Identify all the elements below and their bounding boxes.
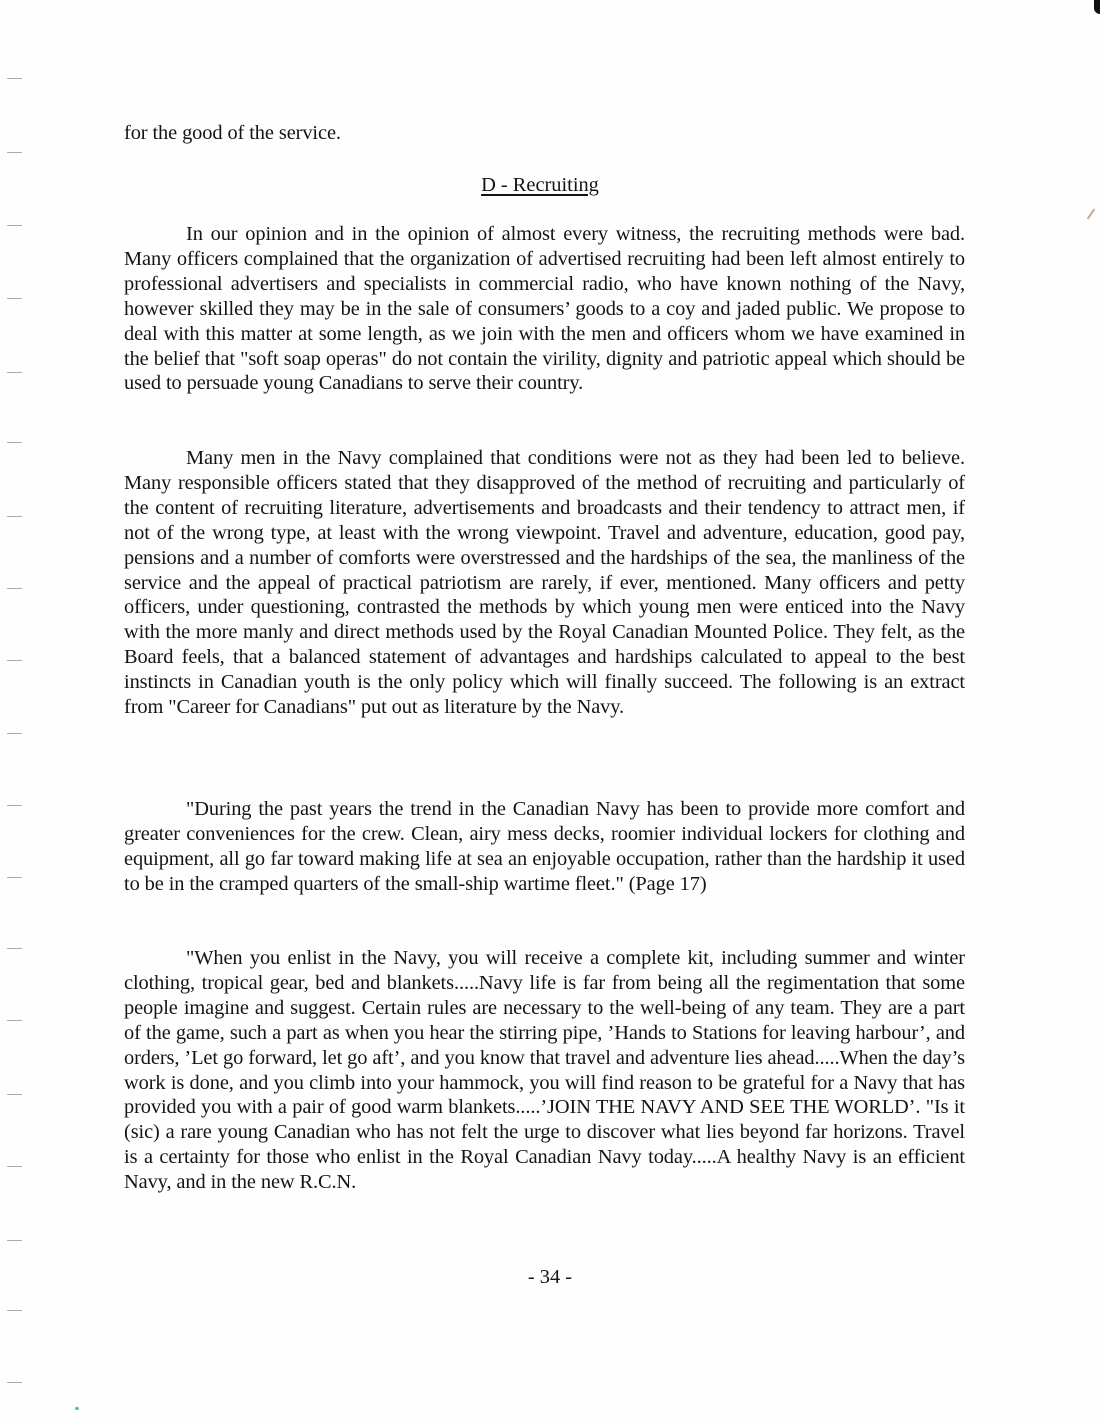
binder-mark [7, 298, 22, 299]
binder-mark [7, 225, 22, 226]
paragraph-text: In our opinion and in the opinion of almost every witness, the recruiting methods were bad. Many officers complained that the organization of advertised recruiting had been left almost entirely to professional advertisers and specialists in commercial radio, who have known nothing of the Navy, however skilled they may be in the sale of consumers’ goods to a coy and jaded public. We propose to deal with this matter at some length, as we join with the men and officers whom we have examined in the belief that "soft soap operas" do not contain the virility, dignity and patriotic appeal which should be used to persuade young Canadians to serve their country. [124, 223, 965, 395]
binder-mark [7, 152, 22, 153]
binder-mark [7, 660, 22, 661]
binder-mark [7, 1240, 22, 1241]
paragraph-text: "During the past years the trend in the Canadian Navy has been to provide more comfort and greater conveniences for the crew. Clean, airy mess decks, roomier individual lockers for clothing and equipment, all go far toward making life at sea an enjoyable occupation, rather than the hardship it used to be in the cramped quarters of the small-ship wartime fleet." (Page 17) [124, 798, 965, 895]
paragraph-1 [124, 222, 965, 396]
binder-mark [7, 805, 22, 806]
scan-speck [75, 1407, 79, 1410]
binder-mark [7, 516, 22, 517]
binder-mark [7, 1166, 22, 1167]
continuation-text-block [124, 121, 965, 146]
section-heading-text: D - Recruiting [481, 174, 599, 196]
binder-mark [7, 442, 22, 443]
stray-pen-mark [1087, 209, 1096, 220]
section-heading [0, 172, 1100, 198]
binder-mark [7, 588, 22, 589]
binder-mark [7, 78, 22, 79]
binder-mark [7, 1382, 22, 1383]
paragraph-text: "When you enlist in the Navy, you will receive a complete kit, including summer and winter clothing, tropical gear, bed and blankets.....Navy life is far from being all the regimentation that some people imagine and suggest. Certain rules are necessary to the well-being of any team. They are a part of the game, such a part as when you hear the stirring pipe, ’Hands to Stations for leaving harbour’, and orders, ’Let go forward, let go aft’, and you know that travel and adventure lies ahead.....When the day’s work is done, and you climb into your hammock, you will find reason to be grateful for a Navy that has provided you with a pair of good warm blankets.....’JOIN THE NAVY AND SEE THE WORLD’. "Is it (sic) a rare young Canadian who has not felt the urge to discover what lies beyond far horizons. Travel is a certainty for those who enlist in the Royal Canadian Navy today.....A healthy Navy is an efficient Navy, and in the new R.C.N. [124, 947, 965, 1194]
binder-mark [7, 877, 22, 878]
binder-mark [7, 1094, 22, 1095]
binder-mark [7, 948, 22, 949]
binder-mark [7, 1310, 22, 1311]
page-number: - 34 - [527, 1266, 573, 1288]
binder-mark [7, 733, 22, 734]
binder-mark [7, 372, 22, 373]
paragraph-2 [124, 446, 965, 720]
paragraph-4-quote [124, 946, 965, 1195]
continuation-line: for the good of the service. [124, 122, 341, 144]
paragraph-text: Many men in the Navy complained that conditions were not as they had been led to believe. Many responsible officers stated that they disapproved of the method of recruiting and particularly of the content of recruiting literature, advertisements and broadcasts and their tendency to attract men, if not of the wrong type, at least with the wrong viewpoint. Travel and adventure, education, good pay, pensions and a number of comforts were overstressed and the hardships of the sea, the manliness of the service and the appeal of practical patriotism are rarely, if ever, mentioned. Many officers and petty officers, under questioning, contrasted the methods by which young men were enticed into the Navy with the more manly and direct methods used by the Royal Canadian Mounted Police. They felt, as the Board feels, that a balanced statement of advantages and hardships calculated to appeal to the best instincts in Canadian youth is the only policy which will finally succeed. The following is an extract from "Career for Canadians" put out as literature by the Navy. [124, 447, 965, 719]
binder-mark [7, 1020, 22, 1021]
paragraph-3-quote [124, 797, 965, 897]
corner-scan-mark [1094, 0, 1100, 14]
